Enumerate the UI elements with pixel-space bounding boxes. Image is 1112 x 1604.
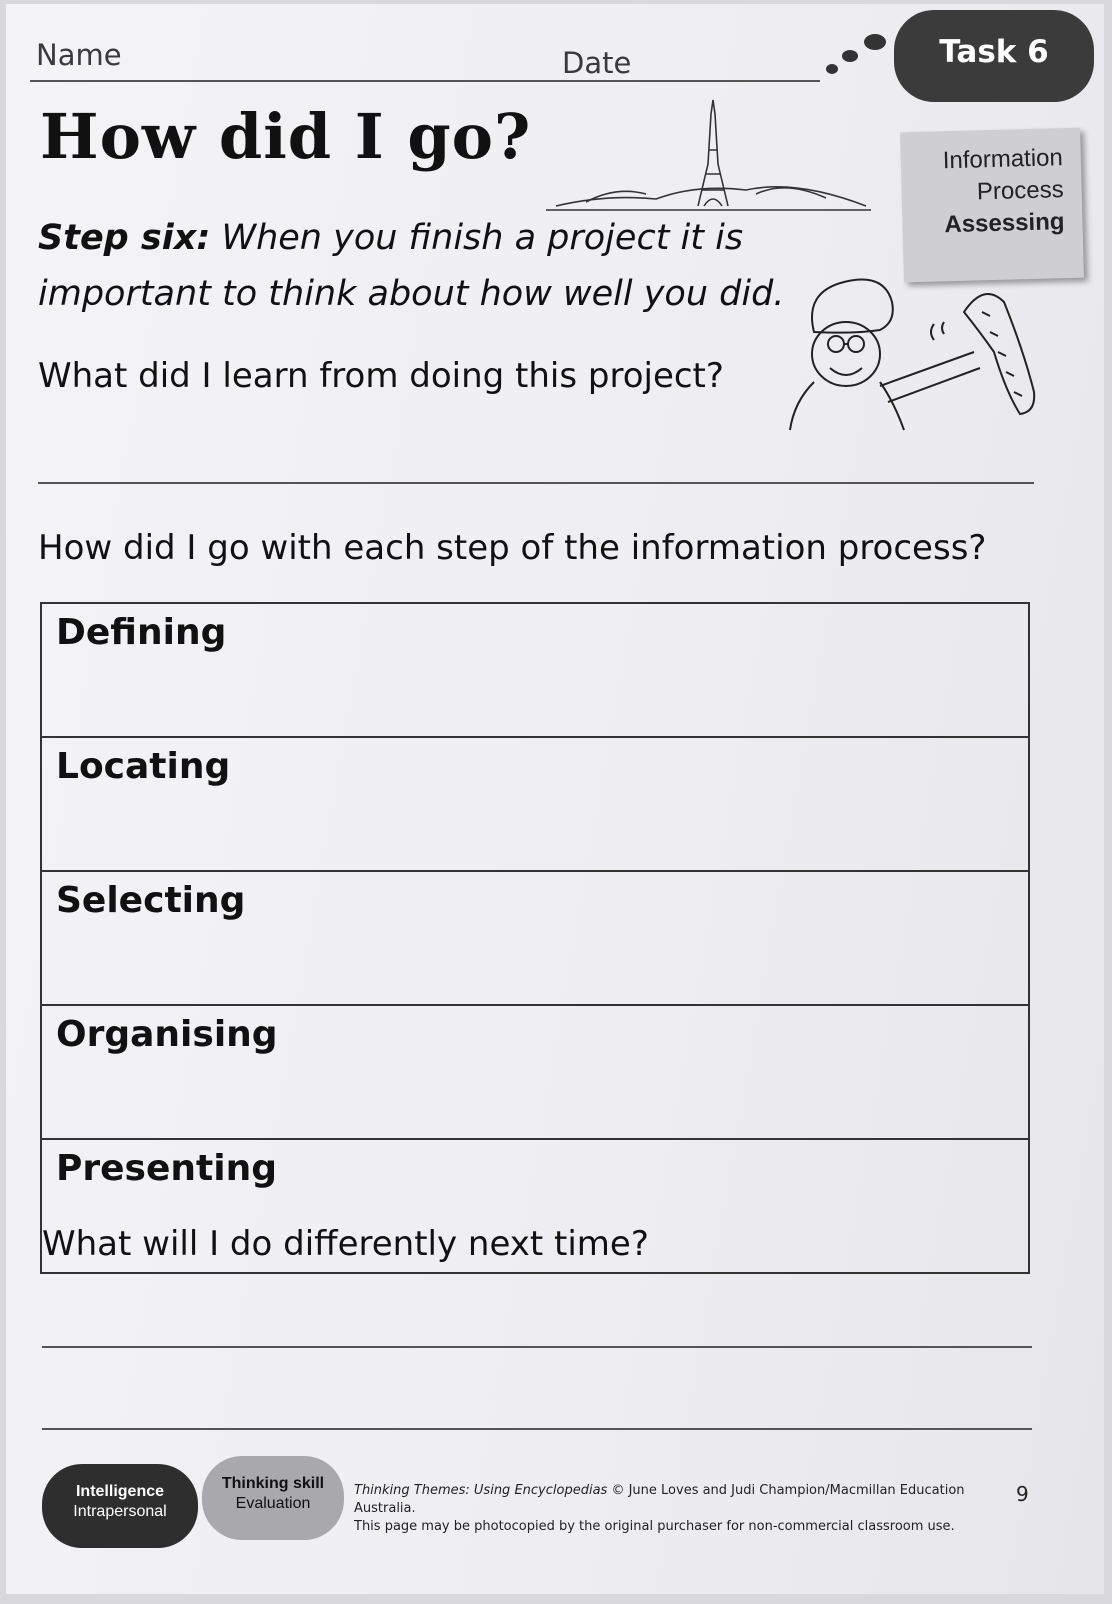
steps-table <box>40 602 1030 1274</box>
answer-line-next-2[interactable] <box>42 1428 1032 1430</box>
step-row-presenting[interactable]: Presenting <box>41 1139 1029 1273</box>
page-number: 9 <box>1016 1482 1029 1506</box>
name-date-line <box>30 80 820 82</box>
name-label: Name <box>36 38 122 72</box>
chef-with-baguette-illustration <box>784 272 1044 434</box>
information-process-tab <box>900 128 1084 283</box>
photocopy-notice: This page may be photocopied by the original purchaser for non-commercial classroom use. <box>354 1519 955 1534</box>
thinking-skill-badge <box>202 1456 344 1540</box>
bubble-dot <box>826 64 838 74</box>
intelligence-title: Intelligence <box>75 1483 165 1500</box>
answer-line-next-1[interactable] <box>42 1346 1032 1348</box>
intelligence-value: Intrapersonal <box>73 1503 167 1520</box>
book-title: Thinking Themes: Using Encyclopedias <box>354 1483 608 1498</box>
step-row-organising[interactable]: Organising <box>41 1005 1029 1139</box>
tab-line-process: Process <box>976 176 1064 206</box>
bubble-dot <box>842 50 858 62</box>
thinking-value: Evaluation <box>235 1495 311 1512</box>
intro-paragraph <box>38 210 798 322</box>
intro-text: When you finish a project it is important to think about how well you did. <box>38 218 785 314</box>
copyright-notice <box>354 1482 994 1536</box>
date-label: Date <box>562 46 632 80</box>
step-row-defining[interactable]: Defining <box>41 603 1029 737</box>
question-next: What will I do differently next time? <box>42 1224 649 1264</box>
paris-skyline-illustration <box>546 94 876 219</box>
question-process: How did I go with each step of the information process? <box>38 528 987 568</box>
credit-authors: © June Loves and Judi Champion/Macmillan Education Australia. <box>354 1483 965 1516</box>
tab-line-information: Information <box>942 144 1064 175</box>
tab-line-assessing: Assessing <box>944 208 1065 239</box>
answer-line-learn[interactable] <box>38 482 1034 484</box>
thinking-title: Thinking skill <box>221 1475 325 1492</box>
task-badge: Task 6 <box>894 10 1094 102</box>
worksheet-page <box>6 4 1104 1594</box>
question-learn: What did I learn from doing this project? <box>38 356 724 396</box>
step-row-locating[interactable]: Locating <box>41 737 1029 871</box>
bubble-dot <box>864 34 886 50</box>
page-title: How did I go? <box>40 100 532 173</box>
step-label: Step six: <box>38 218 211 258</box>
step-row-selecting[interactable]: Selecting <box>41 871 1029 1005</box>
intelligence-badge <box>42 1464 198 1548</box>
